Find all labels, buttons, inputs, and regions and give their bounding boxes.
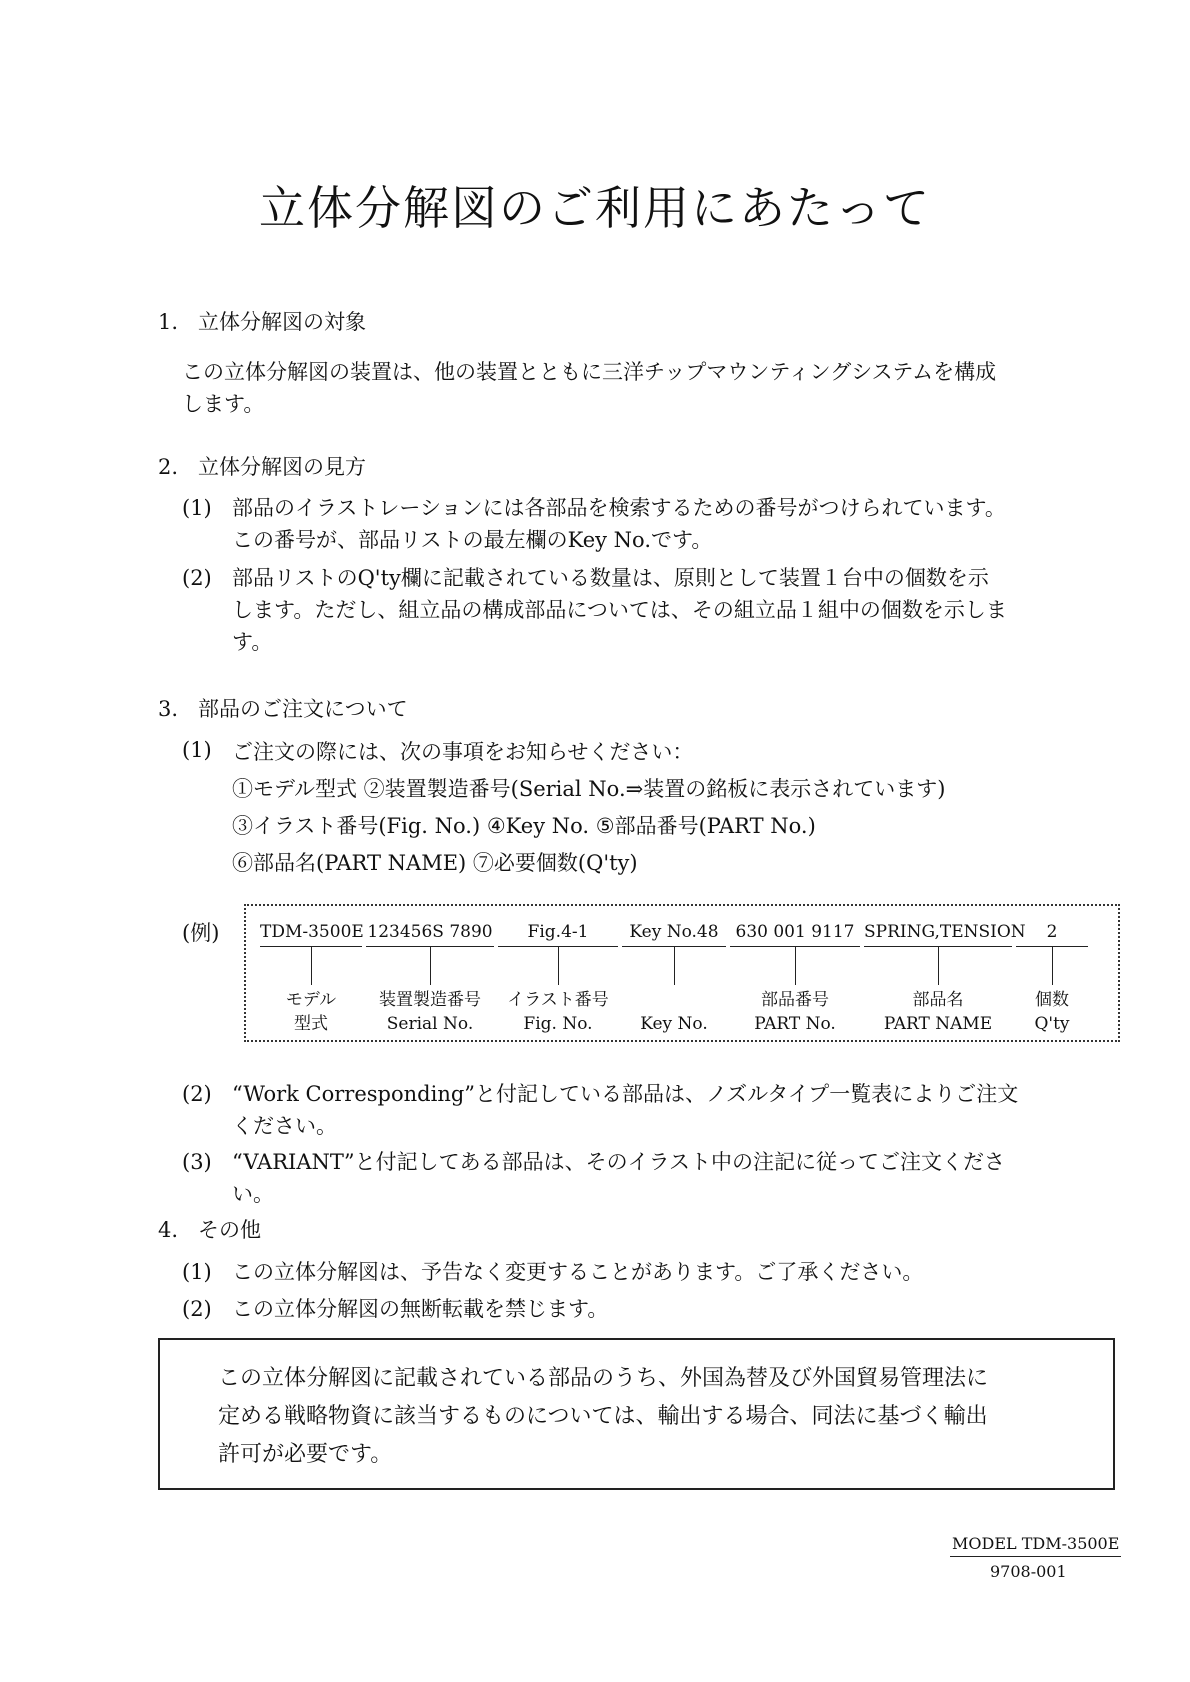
item-number: (2) bbox=[182, 566, 212, 590]
example-caption-model bbox=[260, 988, 362, 1036]
example-value-key: Key No.48 bbox=[629, 922, 719, 942]
section-4-heading bbox=[158, 1215, 261, 1245]
caption-line: 装置製造番号 bbox=[379, 990, 481, 1010]
section-title: その他 bbox=[198, 1218, 261, 1242]
page-title: 立体分解図のご利用にあたって bbox=[259, 181, 931, 235]
example-value-part-no: 630 001 9117 bbox=[735, 922, 855, 942]
text-line: この番号が、部品リストの最左欄のKey No.です。 bbox=[232, 528, 713, 552]
caption-line: Q'ty bbox=[1034, 1014, 1070, 1034]
example-pointer bbox=[430, 947, 431, 985]
section-number: 2. bbox=[158, 455, 179, 479]
text-line: ください。 bbox=[232, 1114, 337, 1138]
caption-line: 部品番号 bbox=[761, 990, 829, 1010]
example-pointer bbox=[1052, 947, 1053, 985]
section-2-heading bbox=[158, 452, 366, 482]
section-number: 3. bbox=[158, 697, 179, 721]
caption-line: PART NAME bbox=[883, 1014, 993, 1034]
example-caption-part-name bbox=[864, 988, 1012, 1036]
example-label: (例) bbox=[182, 921, 220, 945]
text-line: ⑥部品名(PART NAME) ⑦必要個数(Q'ty) bbox=[232, 851, 638, 875]
caption-line: イラスト番号 bbox=[507, 990, 609, 1010]
text-line: ③イラスト番号(Fig. No.) ④Key No. ⑤部品番号(PART No.) bbox=[232, 814, 816, 838]
example-box bbox=[244, 904, 1120, 1042]
caption-line: Serial No. bbox=[386, 1014, 474, 1034]
example-value-part-name: SPRING,TENSION bbox=[864, 922, 1026, 942]
text-line: 部品リストのQ'ty欄に記載されている数量は、原則として装置１台中の個数を示 bbox=[232, 566, 989, 590]
text-line: します。 bbox=[182, 392, 265, 416]
section-number: 1. bbox=[158, 310, 179, 334]
text-line: します。ただし、組立品の構成部品については、その組立品１組中の個数を示しま bbox=[232, 598, 1007, 622]
section-1-heading bbox=[158, 307, 366, 337]
section-title: 部品のご注文について bbox=[198, 697, 408, 721]
section-number: 4. bbox=[158, 1218, 179, 1242]
text-line: この立体分解図は、予告なく変更することがあります。ご了承ください。 bbox=[232, 1260, 924, 1284]
caption-line: 型式 bbox=[294, 1014, 328, 1034]
text-line: す。 bbox=[232, 630, 273, 654]
text-line: 部品のイラストレーションには各部品を検索するための番号がつけられています。 bbox=[232, 496, 1006, 520]
section-title: 立体分解図の対象 bbox=[198, 310, 366, 334]
item-number: (2) bbox=[182, 1082, 212, 1106]
item-number: (1) bbox=[182, 1260, 212, 1284]
caption-line bbox=[622, 988, 726, 1012]
example-caption-part-no bbox=[730, 988, 860, 1036]
notice-line: 許可が必要です。 bbox=[218, 1442, 393, 1467]
caption-line: PART No. bbox=[754, 1014, 836, 1034]
section-1-body bbox=[182, 356, 1122, 420]
text-line: ①モデル型式 ②装置製造番号(Serial No.⇒装置の銘板に表示されています) bbox=[232, 777, 946, 801]
example-value-serial: 123456S 7890 bbox=[367, 922, 493, 942]
caption-line: モデル bbox=[285, 990, 337, 1010]
example-pointer bbox=[674, 947, 675, 985]
example-caption-qty bbox=[1016, 988, 1088, 1036]
item-number: (1) bbox=[182, 738, 212, 762]
example-caption-fig bbox=[498, 988, 618, 1036]
text-line: この立体分解図の無断転載を禁じます。 bbox=[232, 1297, 609, 1321]
example-value-model: TDM-3500E bbox=[260, 922, 364, 942]
example-pointer bbox=[938, 947, 939, 985]
example-pointer bbox=[795, 947, 796, 985]
notice-line: 定める戦略物資に該当するものについては、輸出する場合、同法に基づく輸出 bbox=[218, 1404, 988, 1429]
example-caption-key bbox=[622, 988, 726, 1036]
caption-line: Fig. No. bbox=[523, 1014, 593, 1034]
section-title: 立体分解図の見方 bbox=[198, 455, 366, 479]
example-value-fig: Fig.4-1 bbox=[527, 922, 589, 942]
item-number: (2) bbox=[182, 1297, 212, 1321]
item-number: (1) bbox=[182, 496, 212, 520]
example-pointer bbox=[311, 947, 312, 985]
example-pointer bbox=[558, 947, 559, 985]
text-line: ご注文の際には、次の事項をお知らせください： bbox=[232, 740, 694, 764]
example-caption-serial bbox=[366, 988, 494, 1036]
caption-line: 個数 bbox=[1035, 990, 1069, 1010]
text-line: この立体分解図の装置は、他の装置とともに三洋チップマウンティングシステムを構成 bbox=[182, 360, 997, 384]
text-line: “VARIANT”と付記してある部品は、そのイラスト中の注記に従ってご注文くださ bbox=[232, 1150, 1005, 1174]
text-line: い。 bbox=[232, 1182, 274, 1206]
text-line: “Work Corresponding”と付記している部品は、ノズルタイプ一覧表によりご注文 bbox=[232, 1082, 1019, 1106]
notice-line: この立体分解図に記載されている部品のうち、外国為替及び外国貿易管理法に bbox=[218, 1366, 989, 1391]
caption-line: Key No. bbox=[640, 1014, 708, 1034]
footer-model: MODEL TDM-3500E bbox=[950, 1534, 1121, 1557]
footer-doc-code: 9708-001 bbox=[990, 1562, 1067, 1581]
section-3-heading bbox=[158, 694, 408, 724]
item-number: (3) bbox=[182, 1150, 212, 1174]
example-value-qty: 2 bbox=[1046, 922, 1058, 942]
export-notice-box bbox=[158, 1338, 1115, 1490]
caption-line: 部品名 bbox=[912, 990, 964, 1010]
